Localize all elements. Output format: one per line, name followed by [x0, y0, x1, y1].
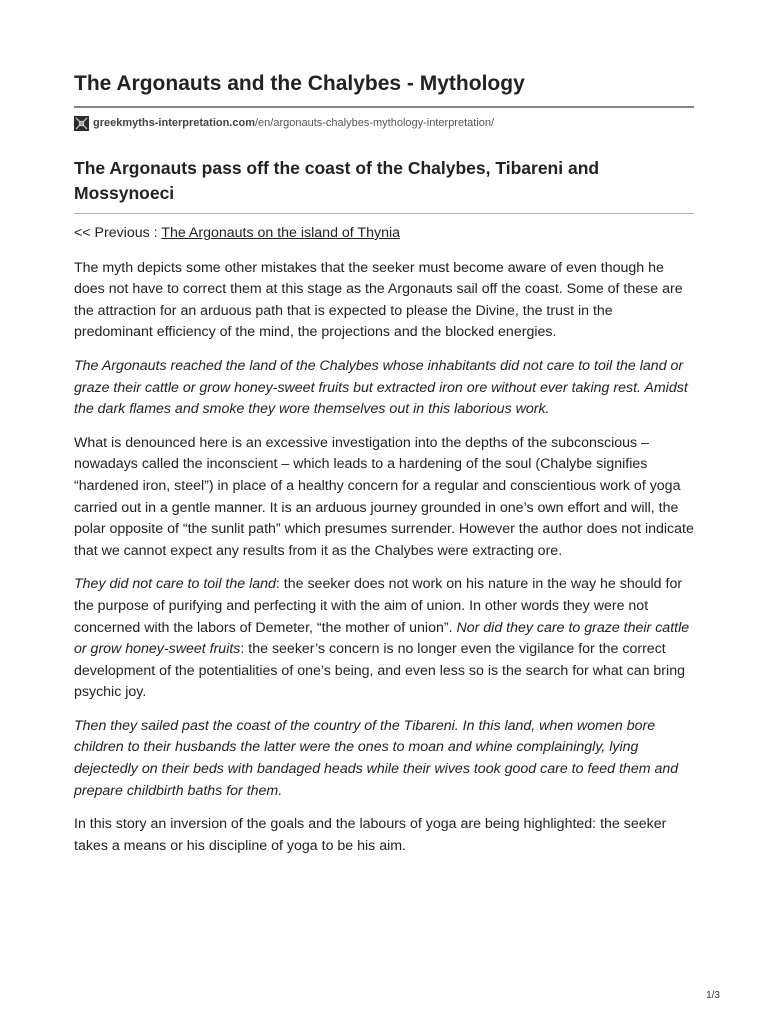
previous-nav — [74, 223, 694, 245]
source-path[interactable]: /en/argonauts-chalybes-mythology-interpretation/ — [254, 117, 495, 129]
source-domain[interactable]: greekmyths-interpretation.com — [93, 117, 255, 129]
title-divider — [74, 106, 694, 108]
paragraph-3: What is denounced here is an excessive investigation into the depths of the subconscious – nowadays called the inconscient – which leads to a hardening of the soul (Chalybe signifies “hardened iron, steel”) in place of a healthy concern for a regular and conscientious work of yoga carried out in a gentle manner. It is an arduous journey grounded in one’s own effort and will, the polar opposite of “the sunlit path” which presumes surrender. However the author does not indicate that we cannot expect any results from it as the Chalybes were extracting ore. — [74, 434, 694, 559]
paragraph-2-quote — [74, 356, 694, 421]
previous-link[interactable]: The Argonauts on the island of Thynia — [161, 225, 401, 241]
paragraph-4 — [74, 574, 694, 704]
previous-prefix: << Previous : — [74, 225, 162, 241]
paragraph-4-text-a: : the seeker does not work on his nature in the way he should for the purpose of purifying and perfecting it with the aim of union. In other words they were not concerned with the labors of Demeter, “the mother of union”. — [74, 576, 683, 636]
quote-toil-land: They did not care to toil the land — [74, 576, 276, 593]
paragraph-4-text-b: : the seeker’s concern is no longer even the vigilance for the correct development of the potentialities of one’s being, and even less so is the search for what can bring psychic joy. — [74, 641, 685, 701]
quote-graze-cattle: Nor did they care to graze their cattle or grow honey-sweet fruits — [74, 619, 690, 658]
document-page — [74, 70, 694, 857]
quote-tibareni: Then they sailed past the coast of the country of the Tibareni. In this land, when women bore children to their husbands the latter were the ones to moan and whine complainingly, lying dejectedly on their beds with bandaged heads while their wives took good care to feed them and prepare childbirth baths for them. — [74, 717, 679, 799]
quote-chalybes: The Argonauts reached the land of the Chalybes whose inhabitants did not care to toil the land or graze their cattle or grow honey-sweet fruits but extracted iron ore without ever taking rest. Amidst the dark flames and smoke they wore themselves out in this laborious work. — [74, 357, 688, 418]
article-heading: The Argonauts pass off the coast of the Chalybes, Tibareni and Mossynoeci — [74, 158, 600, 203]
source-url[interactable] — [74, 113, 694, 133]
page-title: The Argonauts and the Chalybes - Mythology — [74, 72, 525, 95]
site-favicon-icon — [74, 116, 89, 131]
paragraph-1: The myth depicts some other mistakes that the seeker must become aware of even though he does not have to correct them at this stage as the Argonauts sail off the coast. Some of these are the attraction for an arduous path that is expected to please the Divine, the trust in the predominant efficiency of the mind, the projections and the blocked energies. — [74, 259, 683, 341]
paragraph-5-quote — [74, 716, 694, 802]
page-number: 1/3 — [706, 990, 720, 1001]
heading-divider — [74, 213, 694, 214]
paragraph-6: In this story an inversion of the goals and the labours of yoga are being highlighted: the seeker takes a means or his discipline of yoga to be his aim. — [74, 816, 667, 854]
